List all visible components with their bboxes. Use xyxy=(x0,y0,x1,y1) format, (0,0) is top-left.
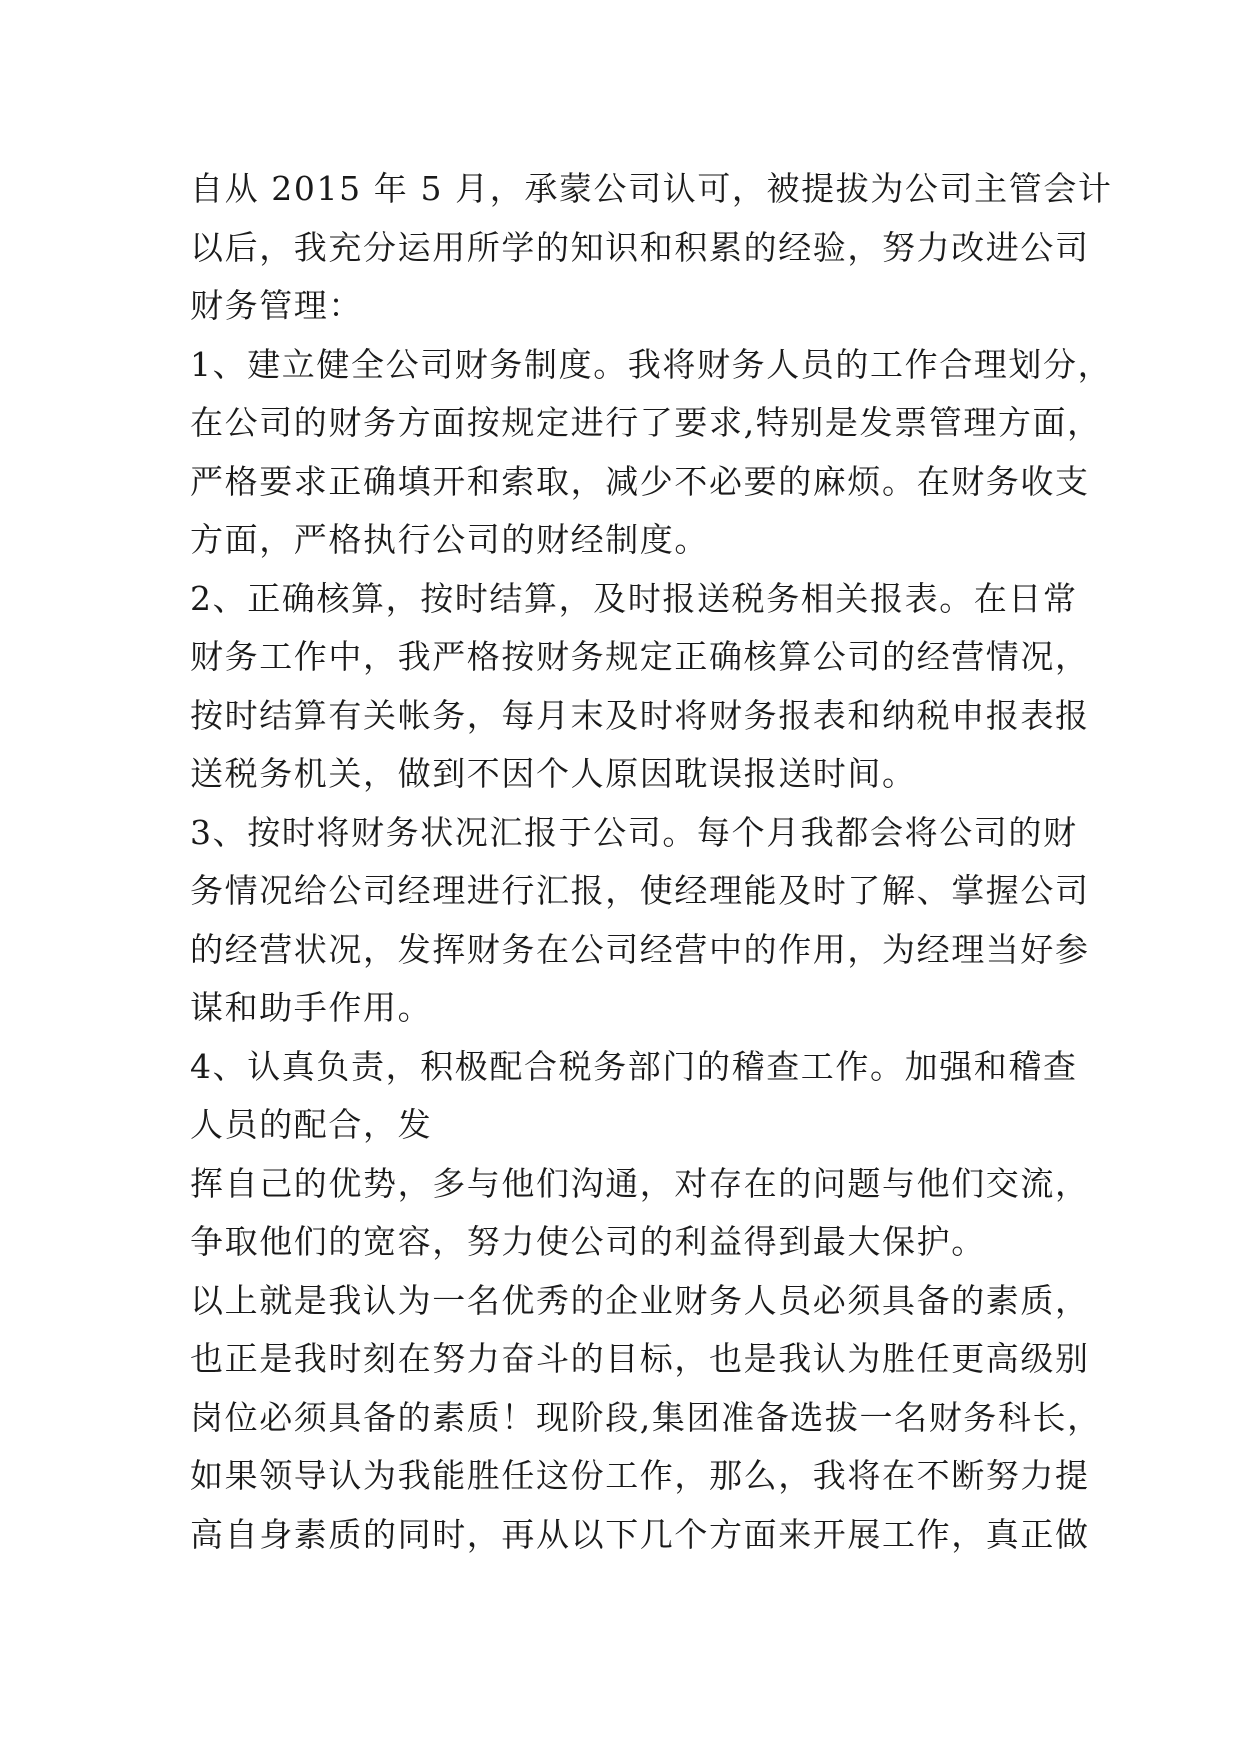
text-line: 在公司的财务方面按规定进行了要求,特别是发票管理方面， xyxy=(190,403,1102,442)
text-line: 争取他们的宽容，努力使公司的利益得到最大保护。 xyxy=(190,1222,986,1261)
text-line: 4、认真负责，积极配合税务部门的稽查工作。加强和稽查 xyxy=(190,1046,1078,1086)
text-line: 岗位必须具备的素质！现阶段,集团准备选拔一名财务科长， xyxy=(190,1397,1102,1437)
text-line: 高自身素质的同时，再从以下几个方面来开展工作，真正做 xyxy=(190,1514,1090,1554)
text-line: 人员的配合，发 xyxy=(190,1105,433,1144)
text-line: 挥自己的优势，多与他们沟通，对存在的问题与他们交流， xyxy=(190,1163,1090,1203)
text-line: 送税务机关，做到不因个人原因耽误报送时间。 xyxy=(190,754,917,793)
text-line: 2、正确核算，按时结算，及时报送税务相关报表。在日常 xyxy=(190,578,1078,618)
text-line: 财务管理： xyxy=(190,286,363,325)
text-line: 按时结算有关帐务，每月末及时将财务报表和纳税申报表报 xyxy=(190,695,1090,735)
text-line: 财务工作中，我严格按财务规定正确核算公司的经营情况， xyxy=(190,637,1090,676)
text-line: 3、按时将财务状况汇报于公司。每个月我都会将公司的财 xyxy=(190,812,1078,852)
text-line: 严格要求正确填开和索取，减少不必要的麻烦。在财务收支 xyxy=(190,461,1090,501)
text-line: 如果领导认为我能胜任这份工作，那么，我将在不断努力提 xyxy=(190,1456,1090,1495)
text-line: 谋和助手作用。 xyxy=(190,988,433,1027)
text-line: 也正是我时刻在努力奋斗的目标，也是我认为胜任更高级别 xyxy=(190,1339,1090,1378)
text-line: 以上就是我认为一名优秀的企业财务人员必须具备的素质， xyxy=(190,1280,1090,1320)
text-line: 以后，我充分运用所学的知识和积累的经验，努力改进公司 xyxy=(190,227,1090,267)
text-line: 自从 2015 年 5 月，承蒙公司认可，被提拔为公司主管会计 xyxy=(190,169,1113,208)
text-line: 务情况给公司经理进行汇报，使经理能及时了解、掌握公司 xyxy=(190,871,1090,910)
text-line: 方面，严格执行公司的财经制度。 xyxy=(190,520,709,559)
text-line: 的经营状况，发挥财务在公司经营中的作用，为经理当好参 xyxy=(190,929,1090,969)
document-body xyxy=(190,160,1113,1564)
text-line: 1、建立健全公司财务制度。我将财务人员的工作合理划分， xyxy=(190,344,1113,384)
